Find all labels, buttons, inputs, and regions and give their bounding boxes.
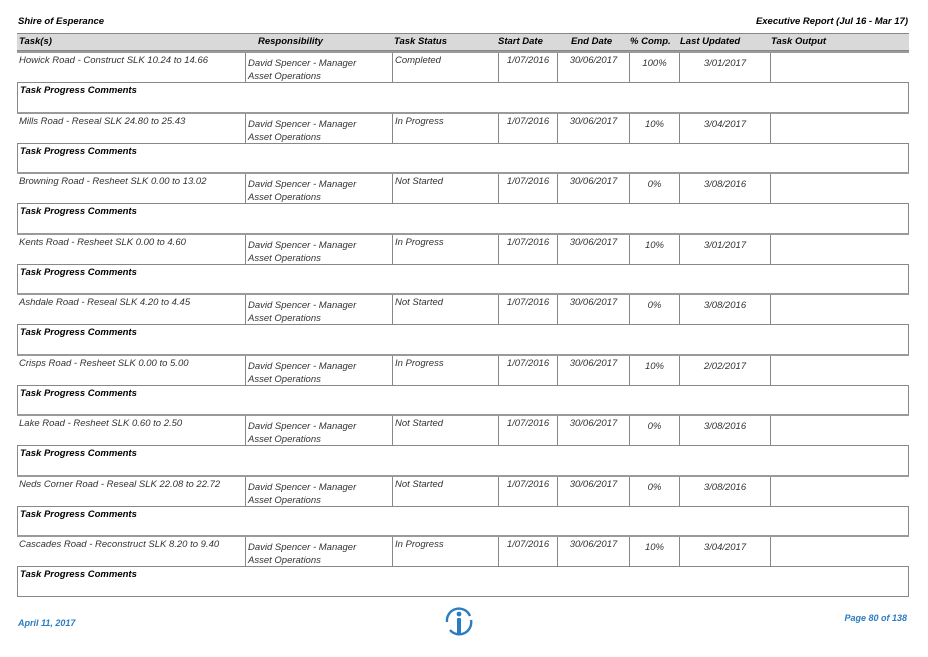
end-date-cell: 30/06/2017 (557, 53, 629, 82)
table-row (17, 112, 909, 144)
task-name-cell: Lake Road - Resheet SLK 0.60 to 2.50 (19, 418, 183, 429)
percent-value: 10% (644, 118, 664, 130)
responsibility-cell (245, 53, 392, 82)
task-output-cell (770, 356, 909, 385)
last-updated-value: 2/02/2017 (703, 360, 747, 372)
responsibility-line2: Asset Operations (248, 192, 321, 203)
last-updated-value: 3/04/2017 (703, 542, 747, 553)
status-cell: In Progress (392, 537, 498, 566)
responsibility-line1: David Spencer - Manager (248, 542, 357, 553)
last-updated-value: 3/01/2017 (703, 58, 747, 69)
responsibility-line1: David Spencer - Manager (248, 118, 357, 130)
task-progress-comments: Task Progress Comments (17, 144, 909, 174)
task-name-cell: Neds Corner Road - Reseal SLK 22.08 to 22.72 (19, 478, 221, 490)
table-row (17, 51, 909, 83)
status-cell: In Progress (392, 235, 498, 264)
responsibility-cell (245, 295, 392, 324)
task-output-cell (770, 174, 909, 203)
end-date-cell: 30/06/2017 (557, 356, 629, 385)
end-date-cell: 30/06/2017 (557, 295, 629, 324)
responsibility-line2: Asset Operations (248, 494, 321, 506)
task-block (17, 475, 909, 536)
percent-complete-cell (629, 114, 679, 143)
responsibility-line2: Asset Operations (248, 252, 321, 264)
task-output-cell (770, 477, 909, 506)
report-period-title: Executive Report (Jul 16 - Mar 17) (755, 16, 908, 27)
start-date-cell: 1/07/2016 (498, 235, 557, 264)
percent-value: 10% (644, 360, 664, 372)
task-block (17, 535, 909, 596)
task-output-cell (770, 295, 909, 324)
responsibility-cell (245, 174, 392, 203)
task-table (17, 33, 909, 596)
responsibility-line1: David Spencer - Manager (248, 421, 357, 432)
last-updated-value: 3/08/2016 (703, 179, 747, 190)
col-updated-header: Last Updated (680, 36, 741, 47)
start-date-cell: 1/07/2016 (498, 477, 557, 506)
report-org-title: Shire of Esperance (18, 16, 105, 27)
responsibility-cell (245, 477, 392, 506)
last-updated-cell (679, 174, 770, 203)
last-updated-cell (679, 235, 770, 264)
task-name-cell: Crisps Road - Resheet SLK 0.00 to 5.00 (19, 357, 189, 369)
start-date-cell: 1/07/2016 (498, 53, 557, 82)
end-date-cell: 30/06/2017 (557, 235, 629, 264)
task-name-cell: Mills Road - Reseal SLK 24.80 to 25.43 (19, 115, 186, 127)
start-date-cell: 1/07/2016 (498, 174, 557, 203)
table-header (17, 33, 909, 51)
table-row (17, 535, 909, 567)
task-block (17, 112, 909, 173)
responsibility-cell (245, 537, 392, 566)
task-rows (17, 51, 909, 596)
task-progress-comments: Task Progress Comments (17, 507, 909, 537)
end-date-cell: 30/06/2017 (557, 114, 629, 143)
table-row (17, 172, 909, 204)
task-block (17, 293, 909, 354)
status-cell: Completed (392, 53, 498, 82)
task-progress-comments: Task Progress Comments (17, 265, 909, 295)
percent-value: 0% (647, 481, 662, 493)
task-block (17, 414, 909, 475)
task-output-cell (770, 53, 909, 82)
responsibility-line1: David Spencer - Manager (248, 300, 357, 311)
last-updated-value: 3/08/2016 (703, 421, 747, 432)
percent-value: 100% (642, 58, 667, 69)
responsibility-line2: Asset Operations (248, 131, 321, 143)
end-date-cell: 30/06/2017 (557, 174, 629, 203)
task-output-cell (770, 235, 909, 264)
percent-value: 0% (647, 421, 662, 432)
responsibility-line1: David Spencer - Manager (248, 481, 357, 493)
task-progress-comments: Task Progress Comments (17, 567, 909, 597)
task-block (17, 51, 909, 112)
col-output-header: Task Output (771, 36, 827, 47)
task-progress-comments: Task Progress Comments (17, 386, 909, 416)
task-block (17, 172, 909, 233)
responsibility-line2: Asset Operations (248, 555, 321, 566)
percent-complete-cell (629, 356, 679, 385)
percent-complete-cell (629, 235, 679, 264)
percent-value: 0% (647, 179, 662, 190)
responsibility-line2: Asset Operations (248, 71, 321, 82)
task-name-cell: Ashdale Road - Reseal SLK 4.20 to 4.45 (19, 297, 191, 308)
responsibility-cell (245, 114, 392, 143)
responsibility-cell (245, 356, 392, 385)
start-date-cell: 1/07/2016 (498, 537, 557, 566)
col-responsibility-header: Responsibility (258, 36, 323, 47)
col-start-header: Start Date (498, 36, 543, 47)
task-name-cell: Browning Road - Resheet SLK 0.00 to 13.02 (19, 176, 207, 187)
last-updated-value: 3/04/2017 (703, 118, 747, 130)
task-block (17, 233, 909, 294)
percent-complete-cell (629, 537, 679, 566)
responsibility-line1: David Spencer - Manager (248, 58, 357, 69)
info-i-logo-icon (440, 606, 478, 636)
start-date-cell: 1/07/2016 (498, 295, 557, 324)
table-row (17, 293, 909, 325)
status-cell: Not Started (392, 174, 498, 203)
percent-value: 10% (644, 542, 664, 553)
col-end-header: End Date (571, 36, 613, 47)
task-name-cell: Kents Road - Resheet SLK 0.00 to 4.60 (19, 236, 186, 248)
end-date-cell: 30/06/2017 (557, 477, 629, 506)
percent-complete-cell (629, 477, 679, 506)
task-block (17, 354, 909, 415)
start-date-cell: 1/07/2016 (498, 114, 557, 143)
last-updated-cell (679, 537, 770, 566)
percent-complete-cell (629, 295, 679, 324)
percent-value: 10% (644, 239, 664, 251)
responsibility-line1: David Spencer - Manager (248, 360, 357, 372)
col-status-header: Task Status (394, 36, 447, 47)
table-row (17, 475, 909, 507)
table-row (17, 354, 909, 386)
task-name-cell: Howick Road - Construct SLK 10.24 to 14.66 (19, 55, 209, 66)
last-updated-cell (679, 53, 770, 82)
col-pct-header: % Comp. (630, 36, 671, 47)
task-output-cell (770, 114, 909, 143)
status-cell: Not Started (392, 416, 498, 445)
responsibility-line2: Asset Operations (248, 373, 321, 385)
end-date-cell: 30/06/2017 (557, 416, 629, 445)
task-progress-comments: Task Progress Comments (17, 446, 909, 476)
task-name-cell: Cascades Road - Reconstruct SLK 8.20 to 9.40 (19, 539, 220, 550)
status-cell: In Progress (392, 356, 498, 385)
end-date-cell: 30/06/2017 (557, 537, 629, 566)
task-progress-comments: Task Progress Comments (17, 204, 909, 234)
start-date-cell: 1/07/2016 (498, 356, 557, 385)
task-output-cell (770, 537, 909, 566)
percent-complete-cell (629, 53, 679, 82)
status-cell: In Progress (392, 114, 498, 143)
responsibility-line1: David Spencer - Manager (248, 239, 357, 251)
last-updated-value: 3/08/2016 (703, 481, 747, 493)
task-progress-comments: Task Progress Comments (17, 325, 909, 355)
responsibility-line1: David Spencer - Manager (248, 179, 357, 190)
task-output-cell (770, 416, 909, 445)
responsibility-cell (245, 235, 392, 264)
responsibility-cell (245, 416, 392, 445)
footer-page-number: Page 80 of 138 (844, 613, 907, 623)
last-updated-cell (679, 356, 770, 385)
percent-value: 0% (647, 300, 662, 311)
last-updated-cell (679, 295, 770, 324)
table-row (17, 233, 909, 265)
last-updated-cell (679, 114, 770, 143)
start-date-cell: 1/07/2016 (498, 416, 557, 445)
task-progress-comments: Task Progress Comments (17, 83, 909, 113)
responsibility-line2: Asset Operations (248, 434, 321, 445)
responsibility-line2: Asset Operations (248, 313, 321, 324)
percent-complete-cell (629, 174, 679, 203)
last-updated-cell (679, 477, 770, 506)
col-task-header: Task(s) (19, 36, 52, 47)
footer-date: April 11, 2017 (18, 618, 76, 628)
table-row (17, 414, 909, 446)
last-updated-value: 3/08/2016 (703, 300, 747, 311)
status-cell: Not Started (392, 295, 498, 324)
percent-complete-cell (629, 416, 679, 445)
last-updated-value: 3/01/2017 (703, 239, 747, 251)
last-updated-cell (679, 416, 770, 445)
status-cell: Not Started (392, 477, 498, 506)
